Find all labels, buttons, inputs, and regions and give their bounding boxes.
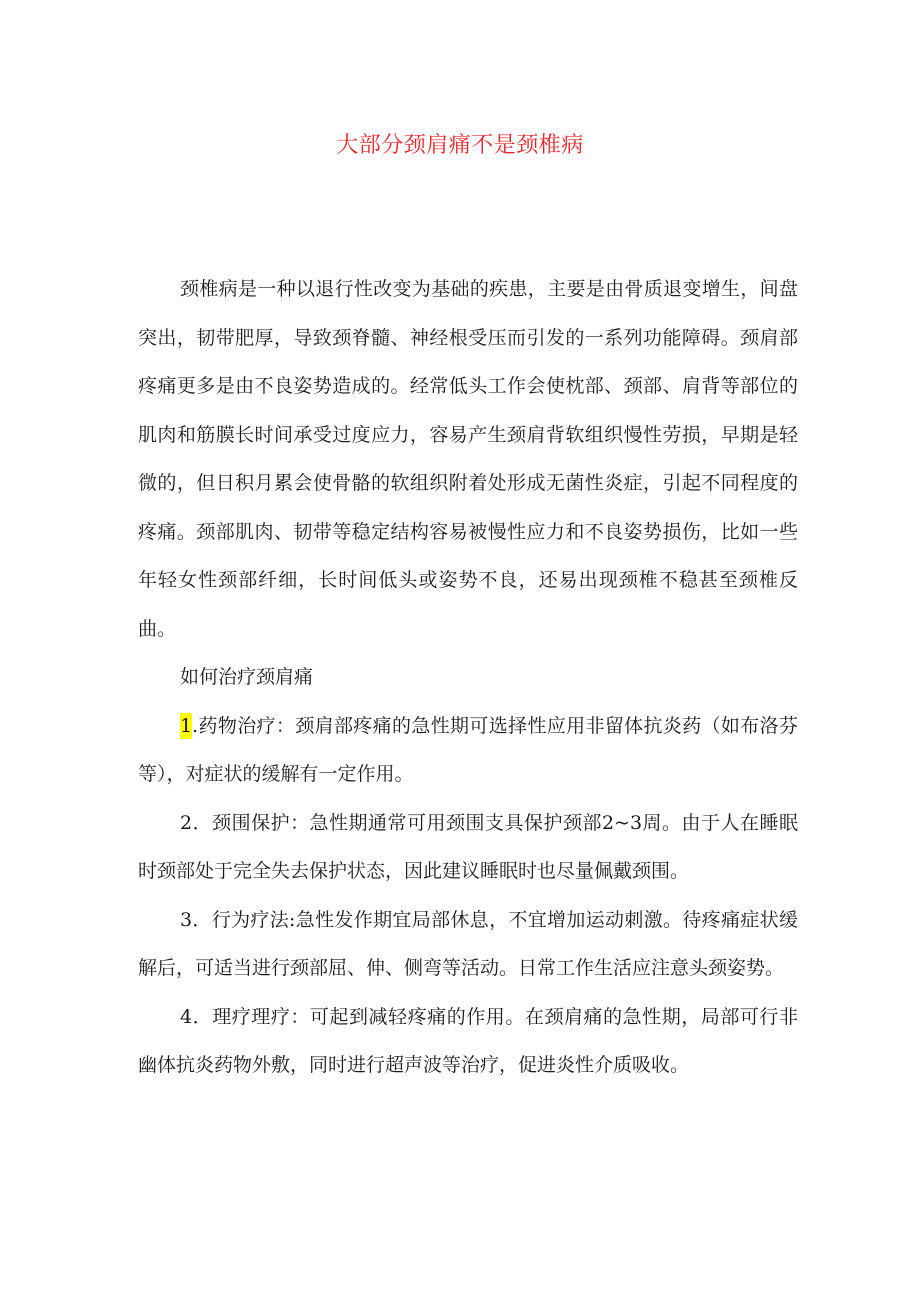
section-heading: 如何治疗颈肩痛 bbox=[180, 666, 314, 688]
list-item bbox=[138, 799, 798, 896]
item-text: 行为疗法:急性发作期宜局部休息，不宜增加运动刺激。待疼痛症状缓解后，可适当进行颈部屈、伸、侧弯等活动。日常工作生活应注意头颈姿势。 bbox=[138, 908, 798, 979]
item-separator: ． bbox=[192, 811, 213, 834]
item-text: 颈围保护：急性期通常可用颈围支具保护颈部2~3周。由于人在睡眠时颈部处于完全失去保护状态，因此建议睡眠时也尽量佩戴颈围。 bbox=[138, 811, 798, 882]
item-separator: ． bbox=[192, 1005, 213, 1028]
document-body bbox=[138, 265, 798, 1090]
list-item bbox=[138, 993, 798, 1090]
document-title: 大部分颈肩痛不是颈椎病 bbox=[336, 133, 584, 158]
item-text: 理疗理疗：可起到减轻疼痛的作用。在颈肩痛的急性期，局部可行非幽体抗炎药物外敷，同时进行超声波等治疗，促进炎性介质吸收。 bbox=[138, 1005, 798, 1076]
item-separator: . bbox=[192, 714, 199, 737]
list-item bbox=[138, 896, 798, 993]
item-number: 3 bbox=[180, 908, 193, 931]
item-number: 2 bbox=[180, 811, 193, 834]
item-text: 药物治疗：颈肩部疼痛的急性期可选择性应用非留体抗炎药（如布洛芬等），对症状的缓解有一定作用。 bbox=[138, 714, 798, 785]
item-number: 1 bbox=[180, 714, 193, 737]
item-number-highlight bbox=[180, 713, 192, 739]
item-separator: ． bbox=[192, 908, 212, 931]
intro-paragraph: 颈椎病是一种以退行性改变为基础的疾患，主要是由骨质退变增生，间盘突出，韧带肥厚，导致颈脊髓、神经根受压而引发的一系列功能障碍。颈肩部疼痛更多是由不良姿势造成的。经常低头工作会使枕部、颈部、肩背等部位的肌肉和筋膜长时间承受过度应力，容易产生颈肩背软组织慢性劳损，早期是轻微的，但日积月累会使骨骼的软组织附着处形成无菌性炎症，引起不同程度的疼痛。颈部肌肉、韧带等稳定结构容易被慢性应力和不良姿势损伤，比如一些年轻女性颈部纤细，长时间低头或姿势不良，还易出现颈椎不稳甚至颈椎反曲。 bbox=[138, 278, 798, 640]
list-item bbox=[138, 702, 798, 799]
item-number: 4 bbox=[180, 1005, 193, 1028]
